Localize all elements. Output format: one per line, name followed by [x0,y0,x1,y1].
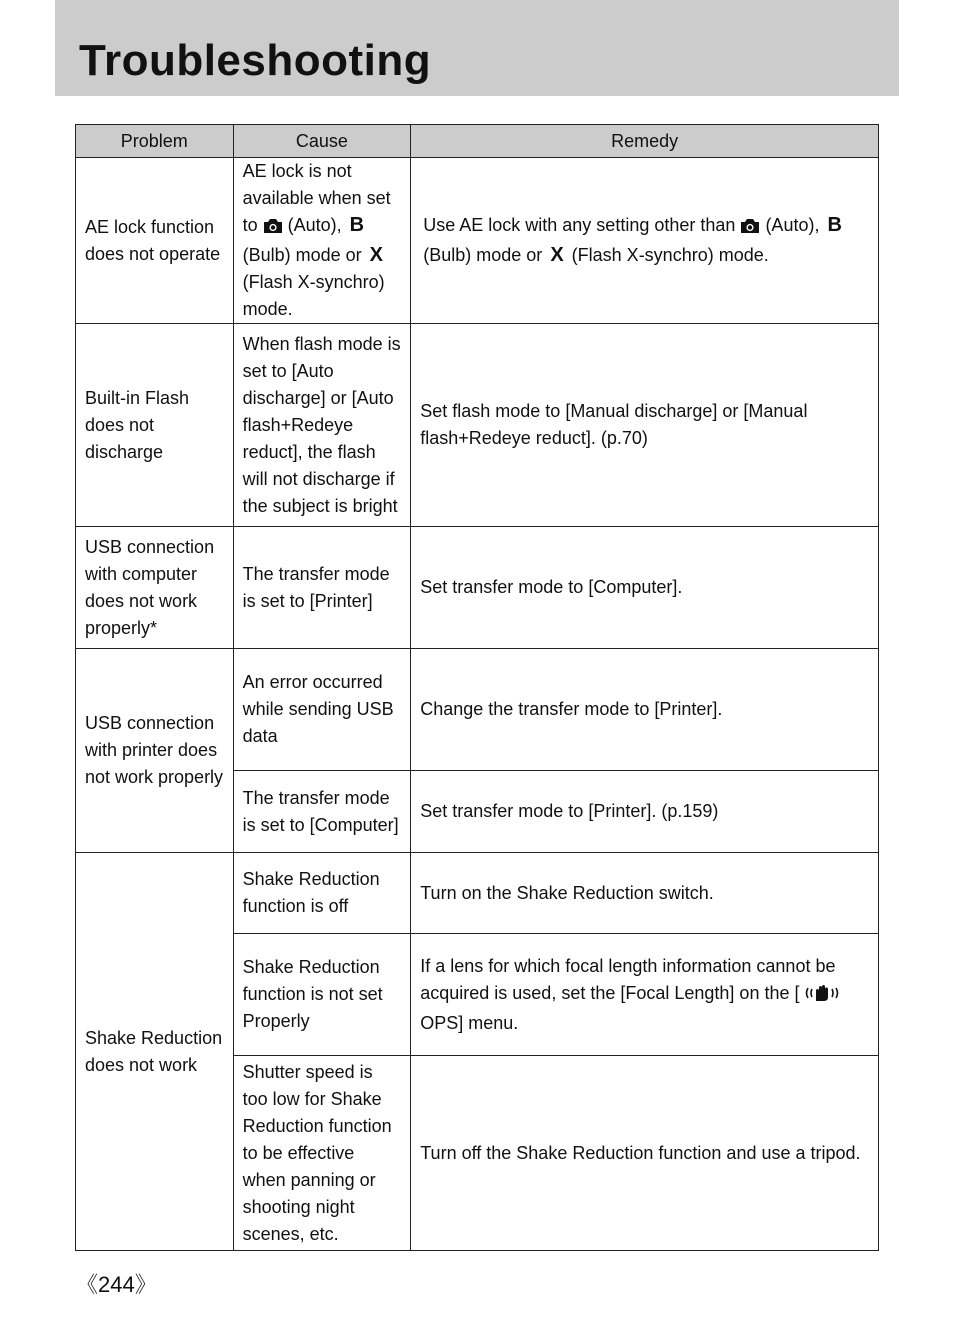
table-row [76,324,879,527]
problem-cell: AE lock function does not operate [76,158,234,324]
table-row [76,853,879,934]
problem-cell: Built-in Flash does not discharge [76,324,234,527]
cause-cell: An error occurred while sending USB data [233,649,411,771]
cause-cell: The transfer mode is set to [Computer] [233,771,411,853]
problem-cell: USB connection with printer does not work properly [76,649,234,853]
remedy-cell: Turn on the Shake Reduction switch. [411,853,879,934]
cause-cell: Shutter speed is too low for Shake Reduction function to be effective when panning or shooting night scenes, etc. [233,1056,411,1251]
table-row [76,527,879,649]
page-number: 《244》 [76,1272,157,1297]
flash-x-sync-icon: X [550,244,564,266]
problem-cell: Shake Reduction does not work [76,853,234,1251]
remedy-cell: Set transfer mode to [Printer]. (p.159) [411,771,879,853]
header-problem: Problem [76,125,234,158]
cause-cell: AE lock is not available when set to (Auto), B (Bulb) mode or X (Flash X-synchro) mode. [233,158,411,324]
troubleshooting-table [75,124,879,1251]
camera-icon [740,215,760,242]
shake-reduction-icon [805,983,839,1010]
header-cause: Cause [233,125,411,158]
header-band [55,0,899,96]
remedy-cell: Set transfer mode to [Computer]. [411,527,879,649]
cause-cell: The transfer mode is set to [Printer] [233,527,411,649]
remedy-cell: Set flash mode to [Manual discharge] or [Manual flash+Redeye reduct]. (p.70) [411,324,879,527]
cause-cell: Shake Reduction function is not set Properly [233,934,411,1056]
remedy-cell: Change the transfer mode to [Printer]. [411,649,879,771]
flash-x-sync-icon: X [369,244,383,266]
table-row [76,158,879,324]
cause-cell: When flash mode is set to [Auto discharge] or [Auto flash+Redeye reduct], the flash will not discharge if the subject is bright [233,324,411,527]
problem-cell: USB connection with computer does not work properly* [76,527,234,649]
bulb-mode-icon: B [349,214,365,236]
cause-cell: Shake Reduction function is off [233,853,411,934]
remedy-cell: Use AE lock with any setting other than (Auto), B (Bulb) mode or X (Flash X-synchro) mode. [411,158,879,324]
remedy-cell: If a lens for which focal length information cannot be acquired is used, set the [Focal Length] on the [ OPS] menu. [411,934,879,1056]
remedy-cell: Turn off the Shake Reduction function and use a tripod. [411,1056,879,1251]
table-header-row [76,125,879,158]
table-row [76,649,879,771]
camera-icon [263,215,283,242]
header-remedy: Remedy [411,125,879,158]
page-title: Troubleshooting [79,36,432,85]
bulb-mode-icon: B [827,214,842,236]
